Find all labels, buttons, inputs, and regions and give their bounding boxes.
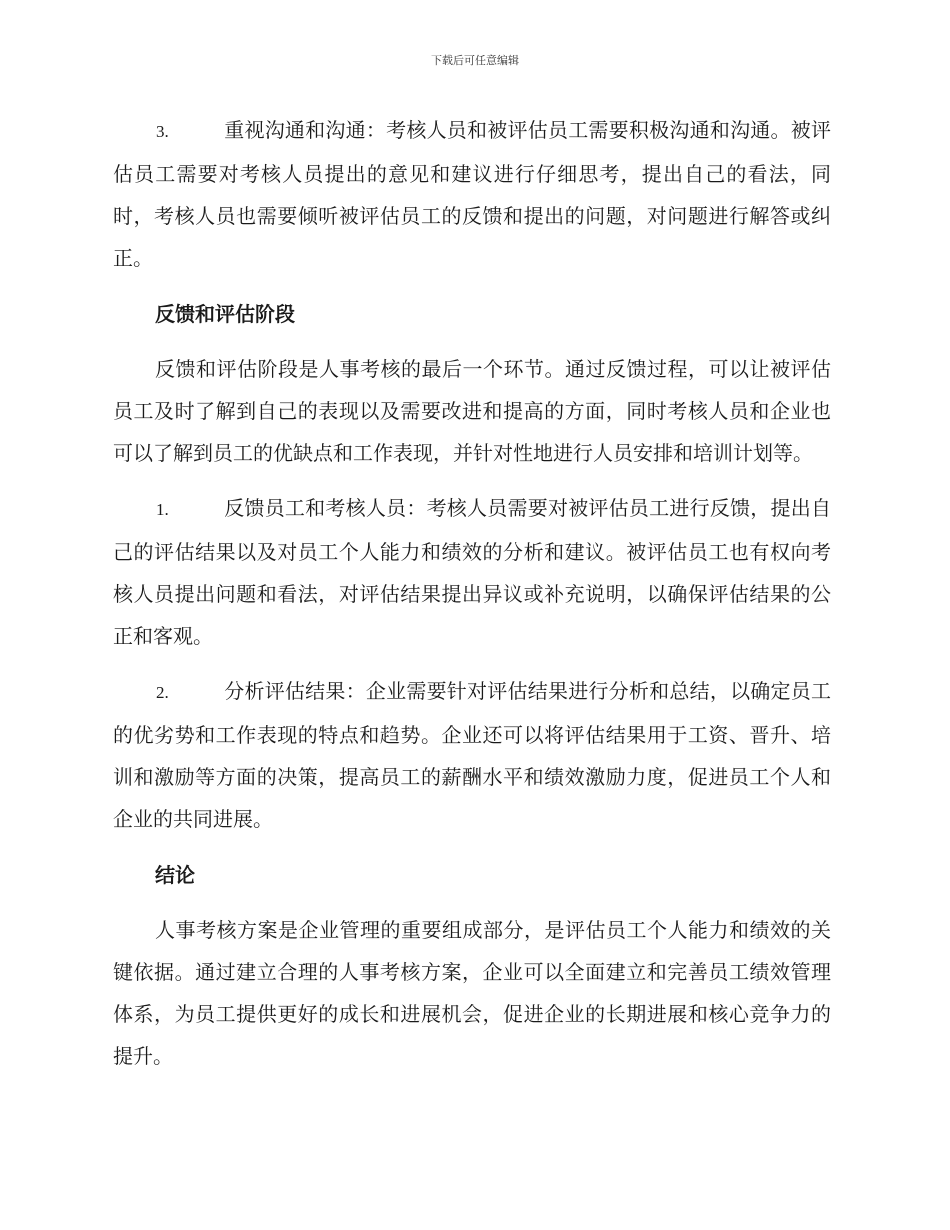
list-item-2 [113, 670, 831, 840]
page-header-note: 下载后可任意编辑 [431, 54, 519, 67]
list-item-number: 2. [156, 683, 169, 702]
list-item-number: 1. [156, 500, 169, 519]
list-item-text: 反馈员工和考核人员：考核人员需要对被评估员工进行反馈，提出自己的评估结果以及对员工个人能力和绩效的分析和建议。被评估员工也有权向考核人员提出问题和看法，对评估结果提出异议或补充说明，以确保评估结果的公正和客观。 [113, 496, 831, 648]
document-body [113, 109, 831, 1077]
conclusion-paragraph: 人事考核方案是企业管理的重要组成部分，是评估员工个人能力和绩效的关键依据。通过建立合理的人事考核方案，企业可以全面建立和完善员工绩效管理体系，为员工提供更好的成长和进展机会，促进企业的长期进展和核心竞争力的提升。 [113, 918, 831, 1068]
section-heading-feedback: 反馈和评估阶段 [155, 302, 295, 326]
list-item-text: 分析评估结果：企业需要针对评估结果进行分析和总结，以确定员工的优劣势和工作表现的特点和趋势。企业还可以将评估结果用于工资、晋升、培训和激励等方面的决策，提高员工的薪酬水平和绩效激励力度，促进员工个人和企业的共同进展。 [113, 679, 831, 831]
list-item-3 [113, 109, 831, 279]
list-item-number: 3. [156, 122, 169, 141]
section-heading-conclusion: 结论 [155, 863, 195, 887]
list-item-1 [113, 487, 831, 657]
feedback-intro-paragraph: 反馈和评估阶段是人事考核的最后一个环节。通过反馈过程，可以让被评估员工及时了解到自己的表现以及需要改进和提高的方面，同时考核人员和企业也可以了解到员工的优缺点和工作表现，并针对性地进行人员安排和培训计划等。 [113, 357, 831, 465]
list-item-text: 重视沟通和沟通：考核人员和被评估员工需要积极沟通和沟通。被评估员工需要对考核人员提出的意见和建议进行仔细思考，提出自己的看法，同时，考核人员也需要倾听被评估员工的反馈和提出的问题，对问题进行解答或纠正。 [113, 118, 831, 270]
